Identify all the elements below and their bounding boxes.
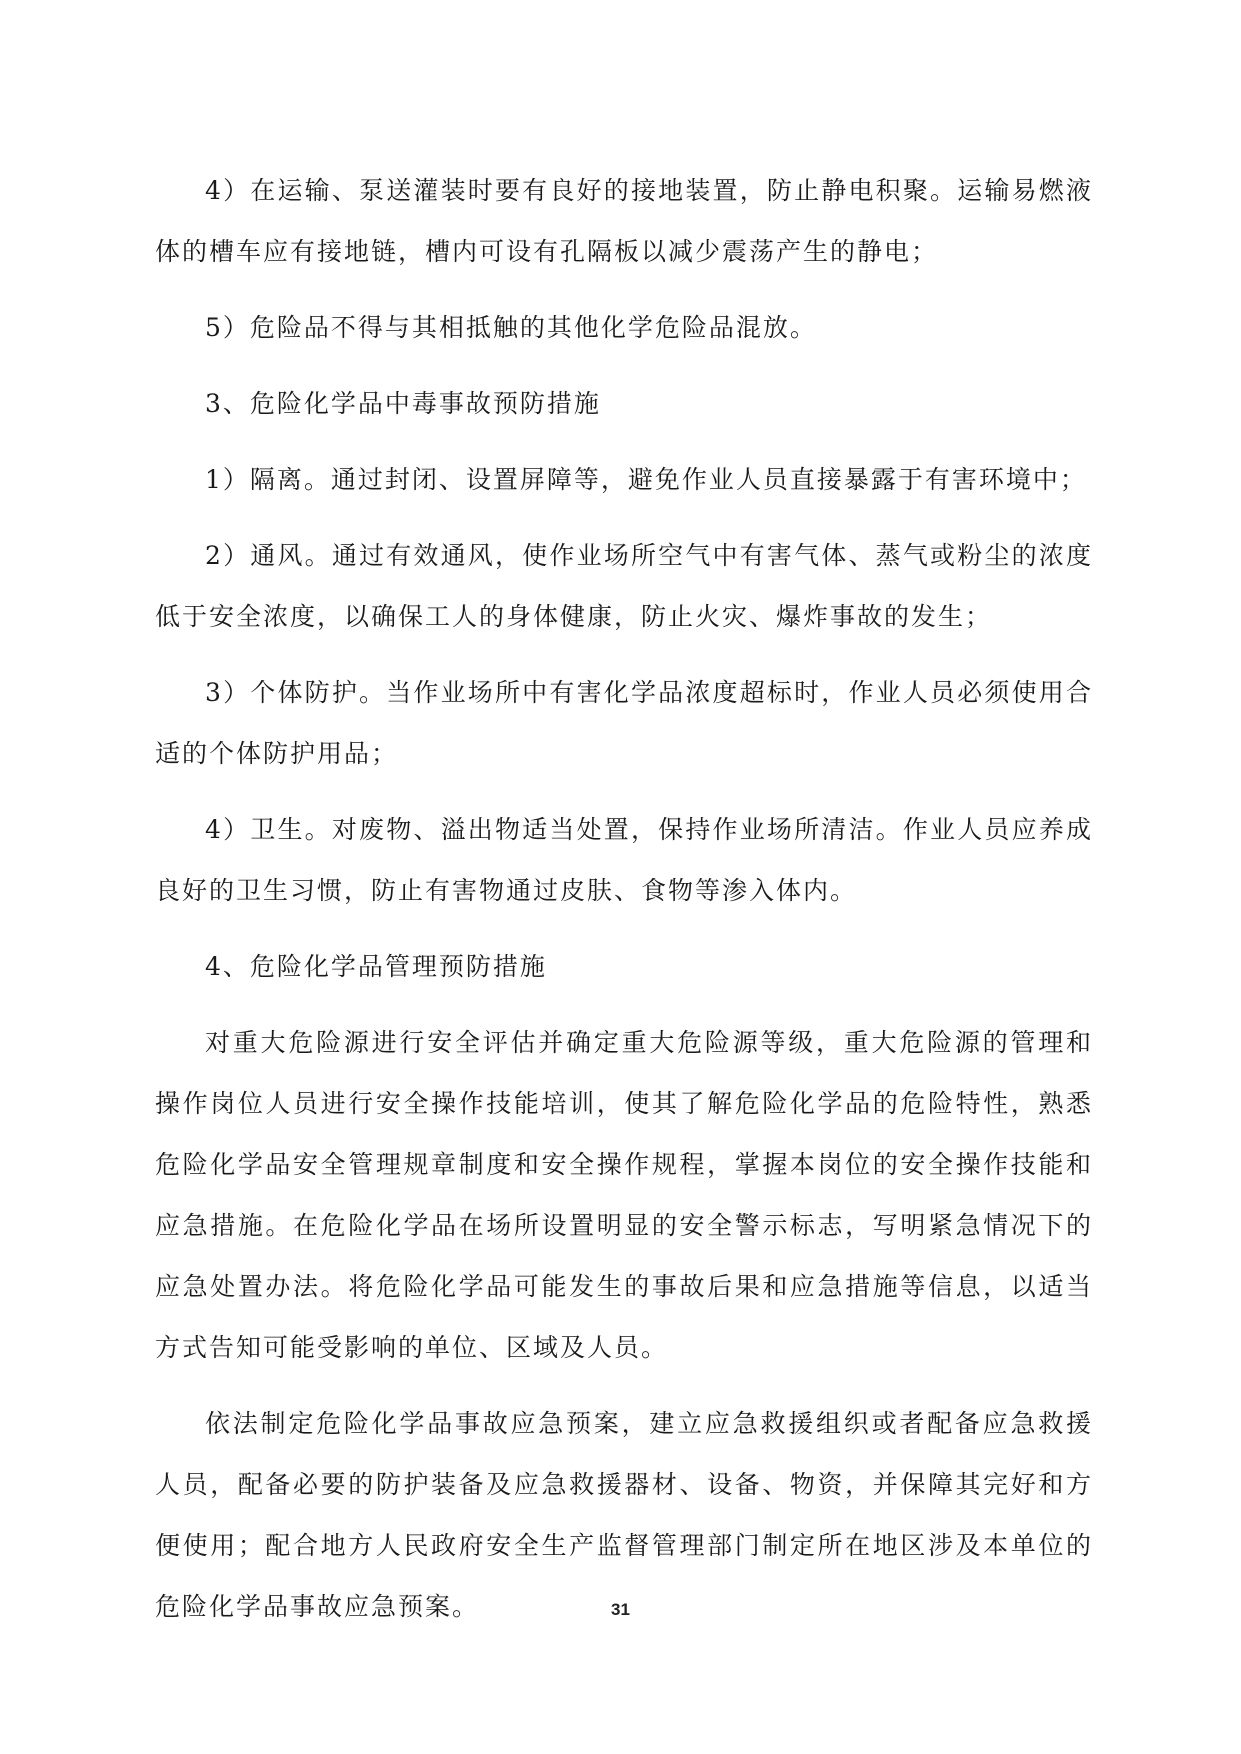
paragraph-personal-protection: 3）个体防护。当作业场所中有害化学品浓度超标时，作业人员必须使用合适的个体防护用品； [155,678,1093,768]
section-heading-poisoning-prevention: 3、危险化学品中毒事故预防措施 [205,389,601,418]
paragraph-hygiene: 4）卫生。对废物、溢出物适当处置，保持作业场所清洁。作业人员应养成良好的卫生习惯，防止有害物通过皮肤、食物等渗入体内。 [155,815,1093,905]
paragraph-no-mixing: 5）危险品不得与其相抵触的其他化学危险品混放。 [205,313,817,342]
section-heading-management-prevention: 4、危险化学品管理预防措施 [205,952,547,981]
paragraph-emergency-plan: 依法制定危险化学品事故应急预案，建立应急救援组织或者配备应急救援人员，配备必要的防护装备及应急救援器材、设备、物资，并保障其完好和方便使用；配合地方人民政府安全生产监督管理部门制定所在地区涉及本单位的危险化学品事故应急预案。 [155,1409,1093,1621]
paragraph-isolation: 1）隔离。通过封闭、设置屏障等，避免作业人员直接暴露于有害环境中； [205,465,1087,494]
paragraph-ventilation: 2）通风。通过有效通风，使作业场所空气中有害气体、蒸气或粉尘的浓度低于安全浓度，以确保工人的身体健康，防止火灾、爆炸事故的发生； [155,541,1093,631]
paragraph-major-hazard-management: 对重大危险源进行安全评估并确定重大危险源等级，重大危险源的管理和操作岗位人员进行安全操作技能培训，使其了解危险化学品的危险特性，熟悉危险化学品安全管理规章制度和安全操作规程，掌握本岗位的安全操作技能和应急措施。在危险化学品在场所设置明显的安全警示标志，写明紧急情况下的应急处置办法。将危险化学品可能发生的事故后果和应急措施等信息，以适当方式告知可能受影响的单位、区域及人员。 [155,1028,1093,1362]
page-number: 31 [611,1600,630,1619]
paragraph-static-grounding: 4）在运输、泵送灌装时要有良好的接地装置，防止静电积聚。运输易燃液体的槽车应有接地链，槽内可设有孔隔板以减少震荡产生的静电； [155,176,1093,266]
document-body [155,160,1093,1652]
